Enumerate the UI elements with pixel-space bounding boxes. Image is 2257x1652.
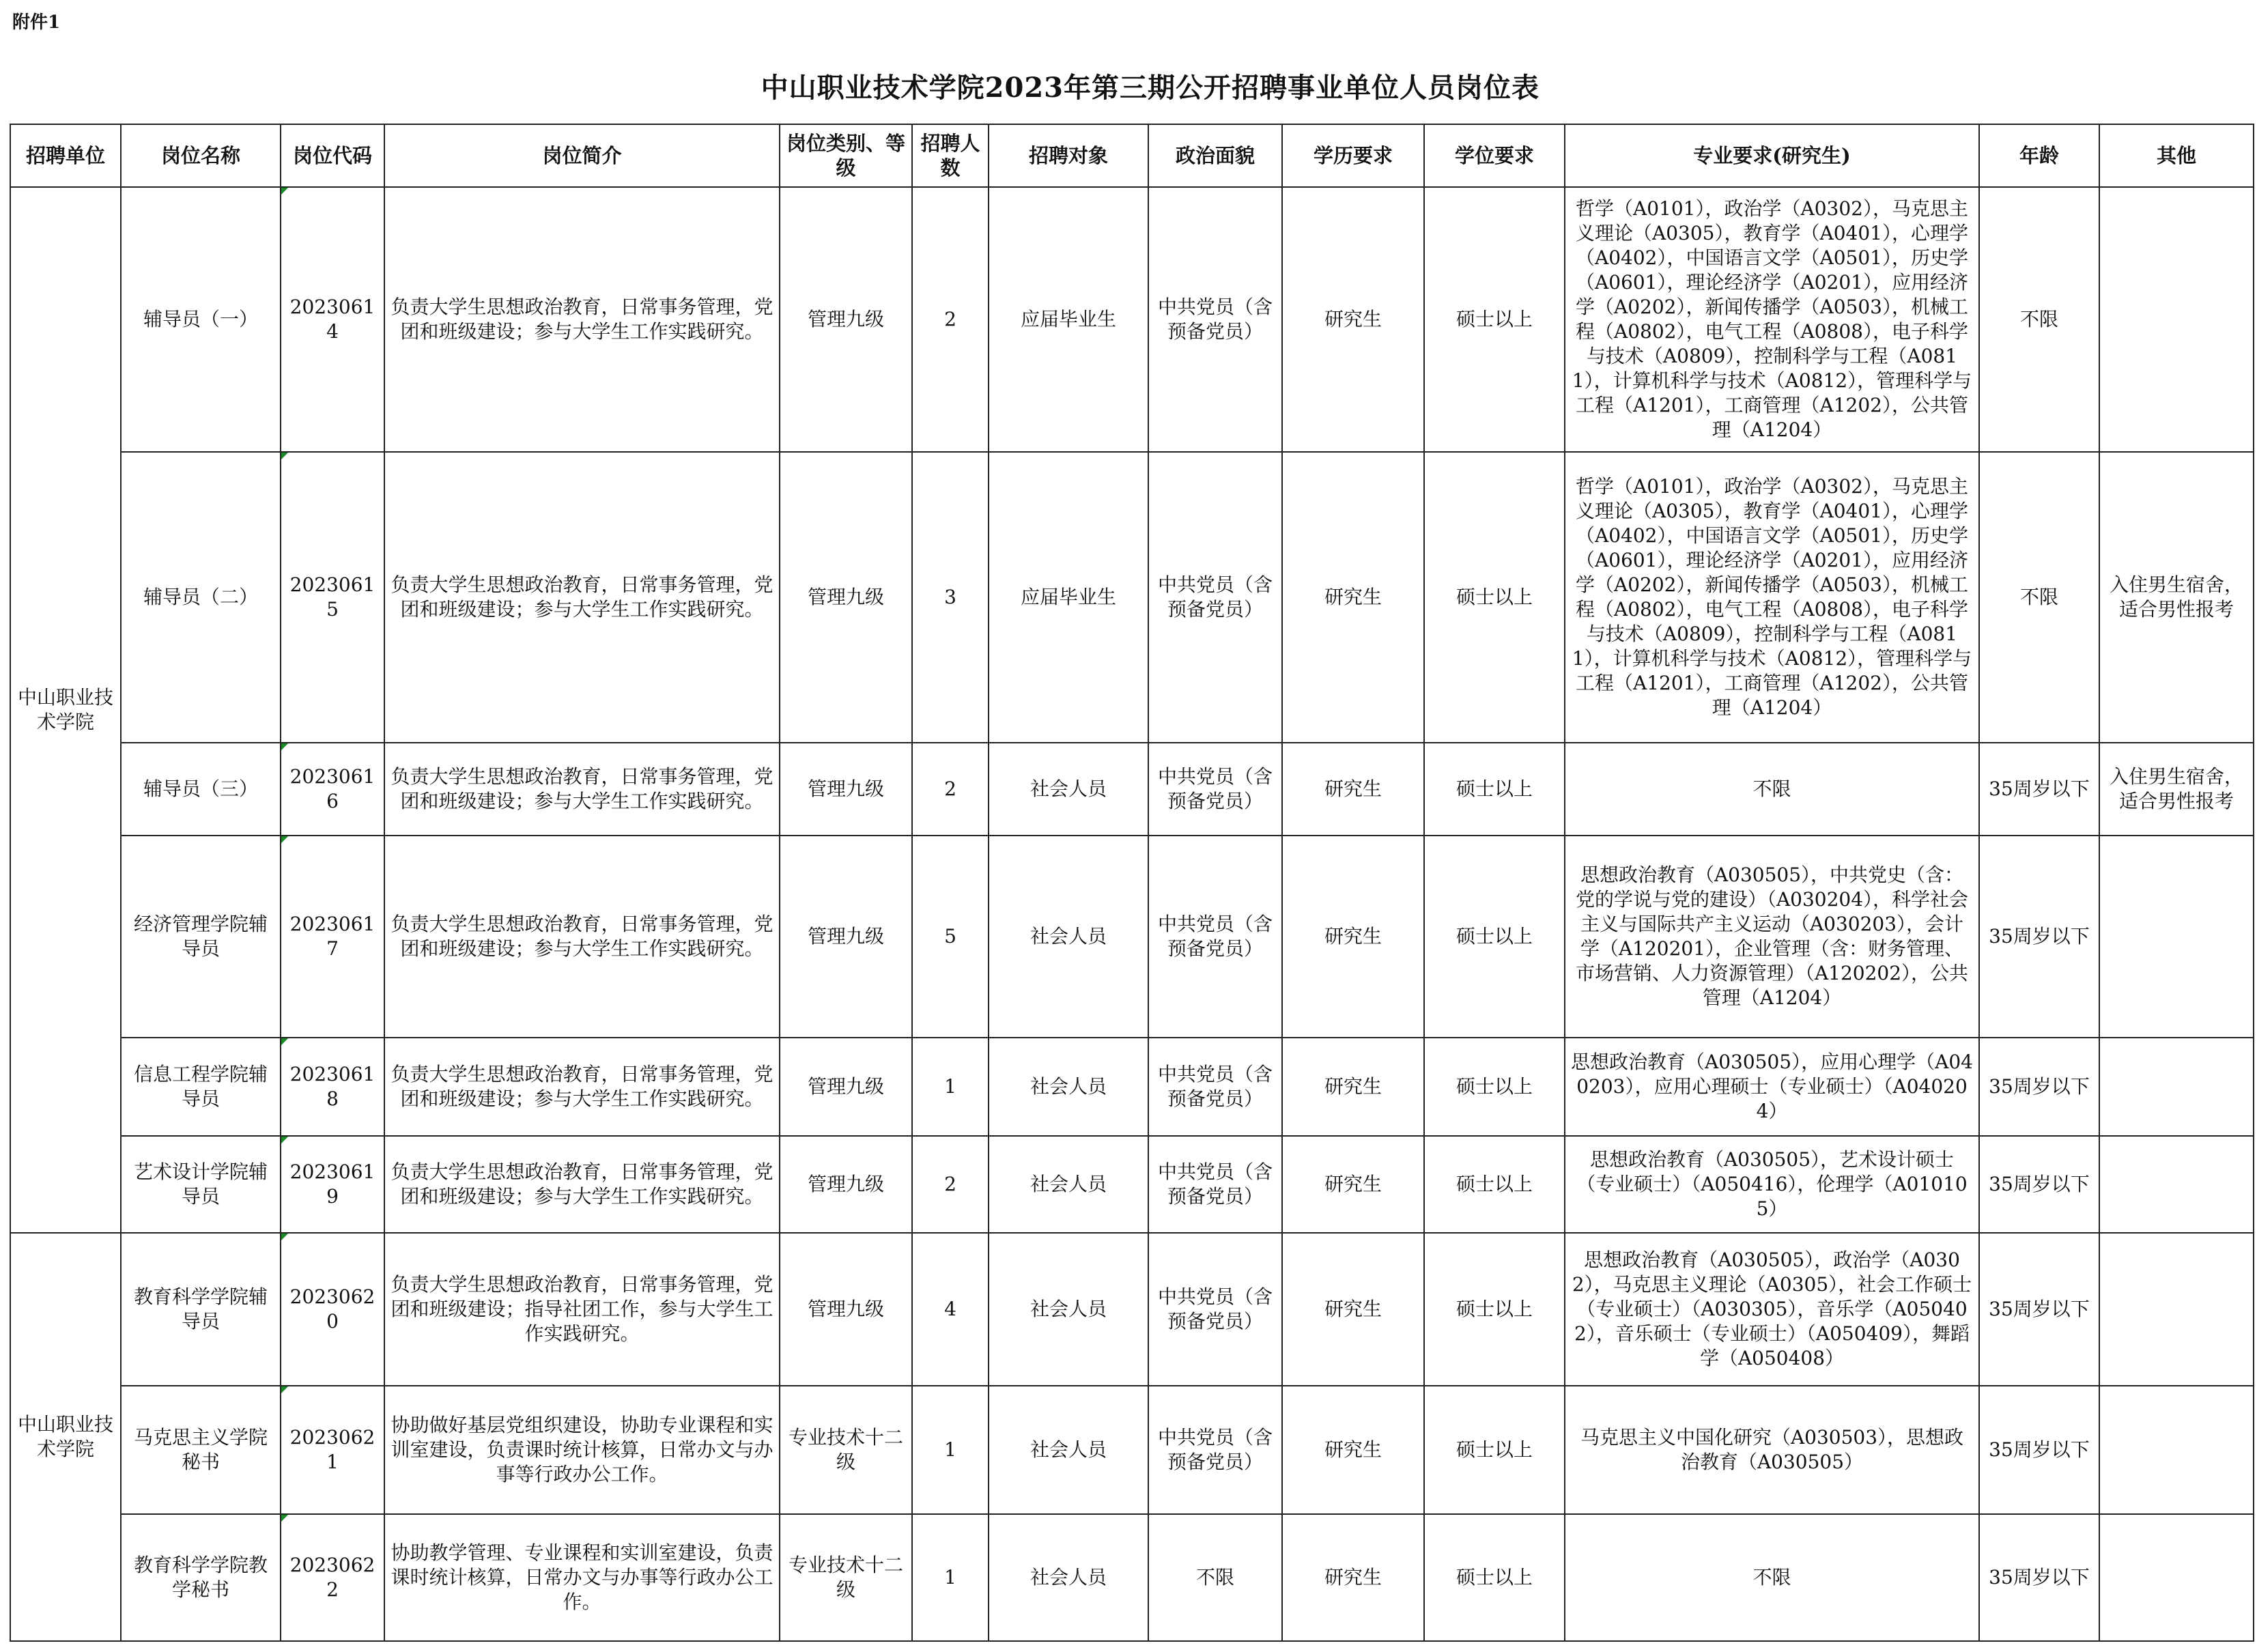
degree-req: 硕士以上 (1424, 1233, 1565, 1386)
degree-req: 硕士以上 (1424, 1136, 1565, 1233)
education-req: 研究生 (1282, 836, 1424, 1038)
position-code-value: 20230621 (289, 1426, 375, 1473)
hire-target: 社会人员 (989, 836, 1148, 1038)
header-cell: 岗位类别、等级 (780, 124, 912, 187)
other-req (2099, 836, 2254, 1038)
position-level: 专业技术十二级 (780, 1386, 912, 1514)
political-status: 中共党员（含预备党员） (1148, 187, 1282, 452)
header-row (10, 124, 2254, 187)
position-code (281, 743, 384, 836)
position-level: 管理九级 (780, 1136, 912, 1233)
hire-target: 社会人员 (989, 1233, 1148, 1386)
political-status: 不限 (1148, 1514, 1282, 1641)
table-row (10, 1136, 2254, 1233)
table-row (10, 1386, 2254, 1514)
position-code-value: 20230615 (289, 573, 375, 621)
other-req (2099, 1514, 2254, 1641)
table-row (10, 1233, 2254, 1386)
age-req: 35周岁以下 (1979, 1233, 2099, 1386)
position-name: 信息工程学院辅导员 (121, 1038, 281, 1136)
position-level: 专业技术十二级 (780, 1514, 912, 1641)
other-req: 入住男生宿舍，适合男性报考 (2099, 743, 2254, 836)
political-status: 中共党员（含预备党员） (1148, 1038, 1282, 1136)
political-status: 中共党员（含预备党员） (1148, 1386, 1282, 1514)
hire-target: 社会人员 (989, 1136, 1148, 1233)
position-intro: 协助教学管理、专业课程和实训室建设，负责课时统计核算，日常办文与办事等行政办公工作。 (384, 1514, 780, 1641)
age-req: 35周岁以下 (1979, 836, 2099, 1038)
header-cell: 招聘单位 (10, 124, 121, 187)
degree-req: 硕士以上 (1424, 1386, 1565, 1514)
table-row (10, 187, 2254, 452)
hire-target: 应届毕业生 (989, 187, 1148, 452)
education-req: 研究生 (1282, 1233, 1424, 1386)
cell-marker (281, 1137, 288, 1143)
political-status: 中共党员（含预备党员） (1148, 1136, 1282, 1233)
position-intro: 负责大学生思想政治教育，日常事务管理，党团和班级建设；参与大学生工作实践研究。 (384, 187, 780, 452)
header-cell: 岗位代码 (281, 124, 384, 187)
header-cell: 专业要求(研究生) (1565, 124, 1979, 187)
table-row (10, 452, 2254, 743)
unit-cell: 中山职业技术学院 (10, 187, 121, 1233)
education-req: 研究生 (1282, 1514, 1424, 1641)
age-req: 35周岁以下 (1979, 1136, 2099, 1233)
position-intro: 负责大学生思想政治教育，日常事务管理，党团和班级建设；参与大学生工作实践研究。 (384, 836, 780, 1038)
position-name: 教育科学学院教学秘书 (121, 1514, 281, 1641)
cell-marker (281, 453, 288, 459)
other-req: 入住男生宿舍，适合男性报考 (2099, 452, 2254, 743)
degree-req: 硕士以上 (1424, 1514, 1565, 1641)
cell-marker (281, 1386, 288, 1393)
position-name: 艺术设计学院辅导员 (121, 1136, 281, 1233)
position-name: 教育科学学院辅导员 (121, 1233, 281, 1386)
unit-cell: 中山职业技术学院 (10, 1233, 121, 1641)
political-status: 中共党员（含预备党员） (1148, 452, 1282, 743)
position-intro: 负责大学生思想政治教育，日常事务管理，党团和班级建设；参与大学生工作实践研究。 (384, 1038, 780, 1136)
position-level: 管理九级 (780, 1038, 912, 1136)
major-req: 思想政治教育（A030505），应用心理学（A040203），应用心理硕士（专业硕士）（A040204） (1565, 1038, 1979, 1136)
education-req: 研究生 (1282, 452, 1424, 743)
education-req: 研究生 (1282, 1038, 1424, 1136)
age-req: 35周岁以下 (1979, 1514, 2099, 1641)
hire-count: 2 (912, 187, 989, 452)
position-intro: 协助做好基层党组织建设，协助专业课程和实训室建设，负责课时统计核算，日常办文与办事等行政办公工作。 (384, 1386, 780, 1514)
table-row (10, 836, 2254, 1038)
hire-target: 社会人员 (989, 1514, 1148, 1641)
major-req: 不限 (1565, 1514, 1979, 1641)
hire-count: 1 (912, 1514, 989, 1641)
position-code-value: 20230619 (289, 1160, 375, 1208)
header-cell: 政治面貌 (1148, 124, 1282, 187)
hire-target: 应届毕业生 (989, 452, 1148, 743)
hire-count: 1 (912, 1038, 989, 1136)
degree-req: 硕士以上 (1424, 187, 1565, 452)
position-code-value: 20230616 (289, 765, 375, 812)
table-row (10, 1514, 2254, 1641)
position-level: 管理九级 (780, 187, 912, 452)
position-name: 辅导员（二） (121, 452, 281, 743)
position-intro: 负责大学生思想政治教育，日常事务管理，党团和班级建设；指导社团工作，参与大学生工作实践研究。 (384, 1233, 780, 1386)
position-name: 经济管理学院辅导员 (121, 836, 281, 1038)
position-level: 管理九级 (780, 1233, 912, 1386)
page-title: 中山职业技术学院2023年第三期公开招聘事业单位人员岗位表 (761, 72, 1539, 104)
major-req: 思想政治教育（A030505），政治学（A0302），马克思主义理论（A0305），社会工作硕士（专业硕士）（A030305），音乐学（A050402），音乐硕士（专业硕士）（A050409），舞蹈学（A050408） (1565, 1233, 1979, 1386)
degree-req: 硕士以上 (1424, 836, 1565, 1038)
hire-target: 社会人员 (989, 1386, 1148, 1514)
other-req (2099, 1038, 2254, 1136)
cell-marker (281, 1234, 288, 1240)
position-code-value: 20230622 (289, 1554, 375, 1601)
hire-target: 社会人员 (989, 1038, 1148, 1136)
recruitment-table (10, 124, 2254, 1642)
hire-count: 4 (912, 1233, 989, 1386)
position-level: 管理九级 (780, 743, 912, 836)
header-cell: 学历要求 (1282, 124, 1424, 187)
position-code-value: 20230618 (289, 1063, 375, 1110)
position-intro: 负责大学生思想政治教育，日常事务管理，党团和班级建设；参与大学生工作实践研究。 (384, 743, 780, 836)
position-name: 马克思主义学院秘书 (121, 1386, 281, 1514)
degree-req: 硕士以上 (1424, 452, 1565, 743)
major-req: 思想政治教育（A030505），艺术设计硕士（专业硕士）（A050416），伦理学（A010105） (1565, 1136, 1979, 1233)
age-req: 35周岁以下 (1979, 1386, 2099, 1514)
position-code-value: 20230614 (289, 296, 375, 343)
header-cell: 岗位名称 (121, 124, 281, 187)
cell-marker (281, 743, 288, 750)
position-intro: 负责大学生思想政治教育，日常事务管理，党团和班级建设；参与大学生工作实践研究。 (384, 1136, 780, 1233)
position-intro: 负责大学生思想政治教育，日常事务管理，党团和班级建设；参与大学生工作实践研究。 (384, 452, 780, 743)
position-code (281, 1233, 384, 1386)
other-req (2099, 1136, 2254, 1233)
degree-req: 硕士以上 (1424, 1038, 1565, 1136)
cell-marker (281, 1515, 288, 1522)
position-code (281, 1514, 384, 1641)
header-cell: 其他 (2099, 124, 2254, 187)
political-status: 中共党员（含预备党员） (1148, 1233, 1282, 1386)
position-level: 管理九级 (780, 836, 912, 1038)
hire-target: 社会人员 (989, 743, 1148, 836)
political-status: 中共党员（含预备党员） (1148, 743, 1282, 836)
major-req: 马克思主义中国化研究（A030503），思想政治教育（A030505） (1565, 1386, 1979, 1514)
age-req: 不限 (1979, 187, 2099, 452)
education-req: 研究生 (1282, 1386, 1424, 1514)
position-code (281, 1136, 384, 1233)
position-code (281, 1386, 384, 1514)
cell-marker (281, 836, 288, 843)
cell-marker (281, 188, 288, 195)
position-code (281, 1038, 384, 1136)
position-name: 辅导员（一） (121, 187, 281, 452)
position-code (281, 452, 384, 743)
major-req: 不限 (1565, 743, 1979, 836)
major-req: 思想政治教育（A030505），中共党史（含：党的学说与党的建设）（A030204），科学社会主义与国际共产主义运动（A030203），会计学（A120201），企业管理（含：财务管理、市场营销、人力资源管理）（A120202），公共管理（A1204） (1565, 836, 1979, 1038)
hire-count: 2 (912, 743, 989, 836)
header-cell: 招聘对象 (989, 124, 1148, 187)
position-code (281, 836, 384, 1038)
position-code-value: 20230620 (289, 1285, 375, 1333)
hire-count: 3 (912, 452, 989, 743)
age-req: 35周岁以下 (1979, 1038, 2099, 1136)
other-req (2099, 1233, 2254, 1386)
education-req: 研究生 (1282, 743, 1424, 836)
age-req: 35周岁以下 (1979, 743, 2099, 836)
position-code-value: 20230617 (289, 913, 375, 960)
major-req: 哲学（A0101），政治学（A0302），马克思主义理论（A0305），教育学（A0401），心理学（A0402），中国语言文学（A0501），历史学（A0601），理论经济学（A0201），应用经济学（A0202），新闻传播学（A0503），机械工程（A0802），电气工程（A0808），电子科学与技术（A0809），控制科学与工程（A0811），计算机科学与技术（A0812），管理科学与工程（A1201），工商管理（A1202），公共管理（A1204） (1565, 452, 1979, 743)
hire-count: 5 (912, 836, 989, 1038)
attachment-label: 附件1 (12, 12, 61, 33)
header-cell: 学位要求 (1424, 124, 1565, 187)
major-req: 哲学（A0101），政治学（A0302），马克思主义理论（A0305），教育学（A0401），心理学（A0402），中国语言文学（A0501），历史学（A0601），理论经济学（A0201），应用经济学（A0202），新闻传播学（A0503），机械工程（A0802），电气工程（A0808），电子科学与技术（A0809），控制科学与工程（A0811），计算机科学与技术（A0812），管理科学与工程（A1201），工商管理（A1202），公共管理（A1204） (1565, 187, 1979, 452)
hire-count: 1 (912, 1386, 989, 1514)
age-req: 不限 (1979, 452, 2099, 743)
header-cell: 岗位简介 (384, 124, 780, 187)
header-cell: 招聘人数 (912, 124, 989, 187)
education-req: 研究生 (1282, 1136, 1424, 1233)
table-row (10, 743, 2254, 836)
other-req (2099, 1386, 2254, 1514)
position-name: 辅导员（三） (121, 743, 281, 836)
position-level: 管理九级 (780, 452, 912, 743)
political-status: 中共党员（含预备党员） (1148, 836, 1282, 1038)
degree-req: 硕士以上 (1424, 743, 1565, 836)
education-req: 研究生 (1282, 187, 1424, 452)
table-row (10, 1038, 2254, 1136)
position-code (281, 187, 384, 452)
other-req (2099, 187, 2254, 452)
hire-count: 2 (912, 1136, 989, 1233)
header-cell: 年龄 (1979, 124, 2099, 187)
cell-marker (281, 1038, 288, 1045)
